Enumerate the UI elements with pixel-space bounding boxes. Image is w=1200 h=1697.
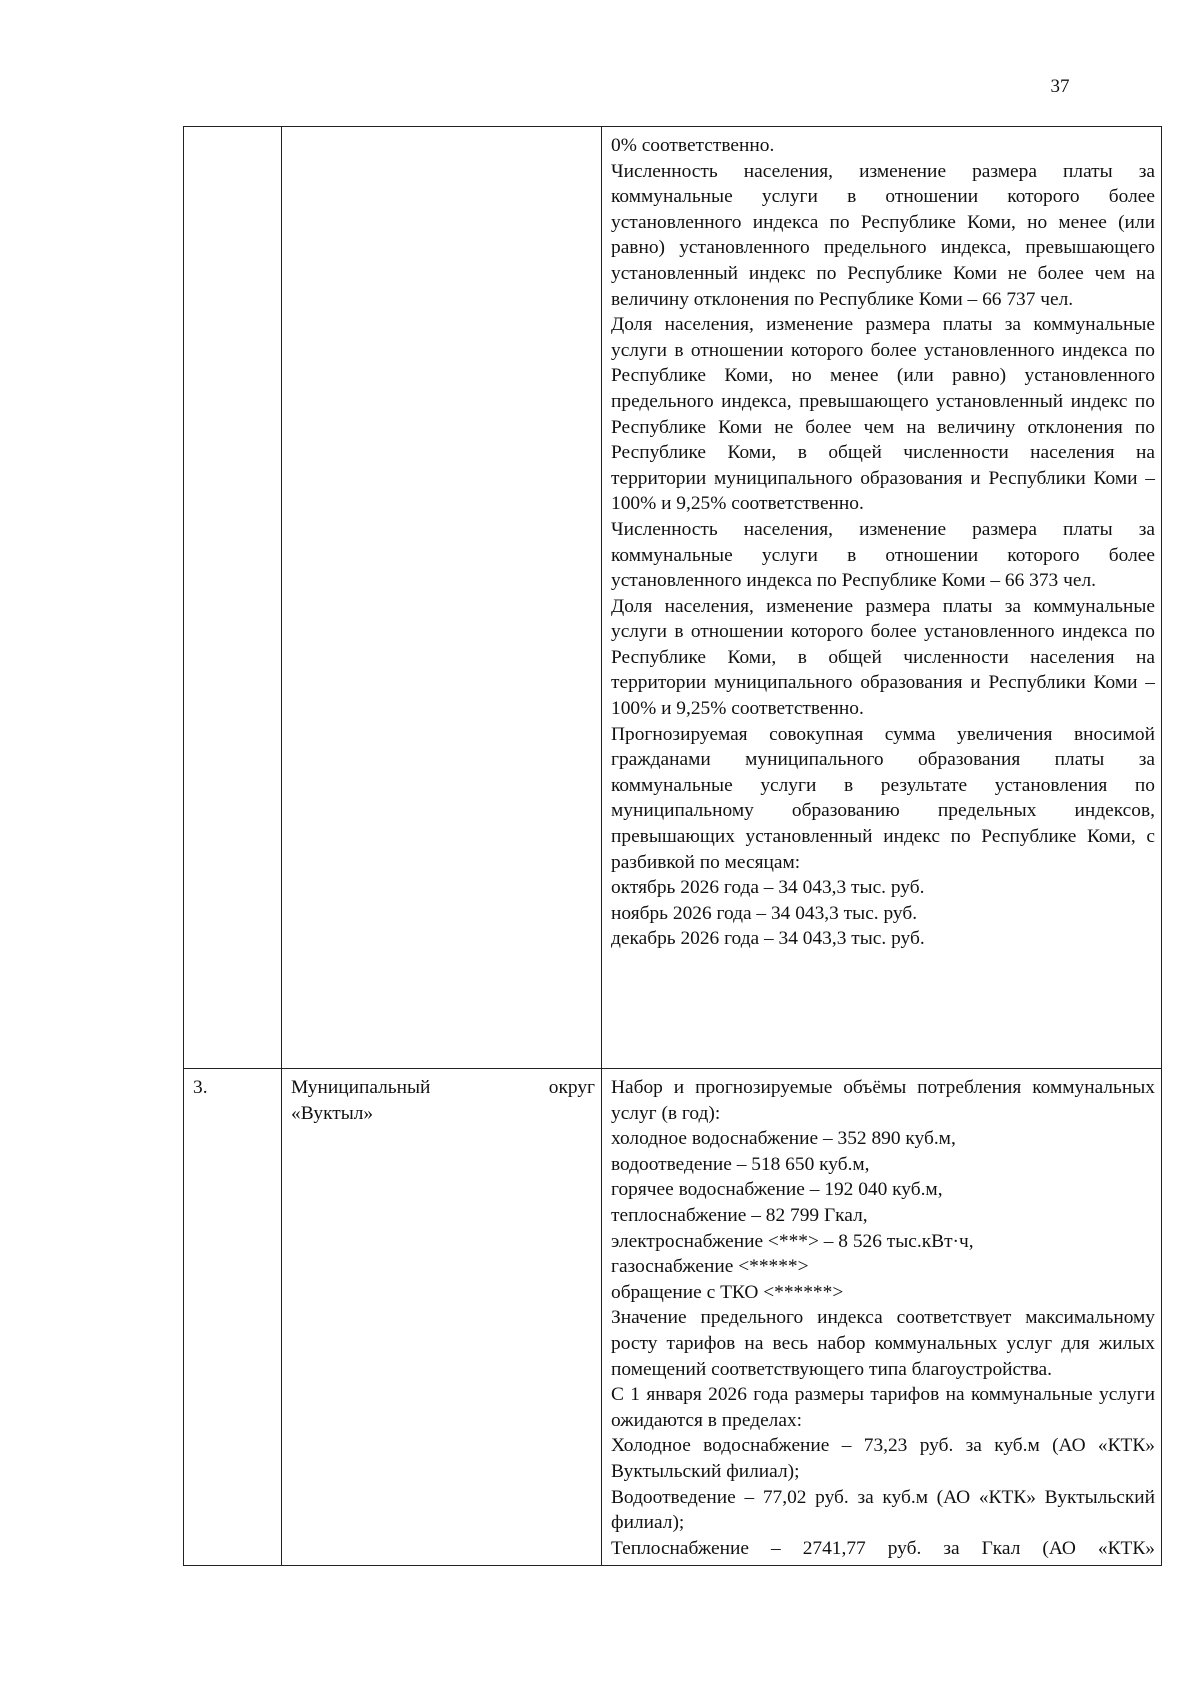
- name-part: «Вуктыл»: [291, 1102, 374, 1124]
- paragraph: электроснабжение <***> – 8 526 тыс.кВт·ч,: [611, 1230, 974, 1252]
- paragraph: газоснабжение <*****>: [611, 1256, 809, 1278]
- municipality-name: [291, 1075, 595, 1126]
- paragraph: холодное водоснабжение – 352 890 куб.м,: [611, 1128, 956, 1150]
- paragraph: горячее водоснабжение – 192 040 куб.м,: [611, 1179, 943, 1201]
- paragraph: Значение предельного индекса соответствует максимальному росту тарифов на весь набор коммунальных услуг для жилых помещений соответствующего типа благоустройства.: [611, 1307, 1155, 1380]
- table-row: [184, 1069, 1162, 1566]
- description-cell: [602, 1069, 1162, 1566]
- description-cell: [602, 127, 1162, 1069]
- paragraph: декабрь 2026 года – 34 043,3 тыс. руб.: [611, 928, 925, 950]
- paragraph: теплоснабжение – 82 799 Гкал,: [611, 1204, 868, 1226]
- paragraph: обращение с ТКО <******>: [611, 1281, 844, 1303]
- paragraph: водоотведение – 518 650 куб.м,: [611, 1153, 870, 1175]
- municipality-name-cell: [282, 1069, 602, 1566]
- paragraph: Доля населения, изменение размера платы за коммунальные услуги в отношении которого более установленного индекса по Республике Коми, в общей численности населения на территории муниципального образования и Республики Коми – 100% и 9,25% соответственно.: [611, 595, 1155, 720]
- paragraph: ноябрь 2026 года – 34 043,3 тыс. руб.: [611, 902, 918, 924]
- row-number-cell: [184, 127, 282, 1069]
- paragraph: октябрь 2026 года – 34 043,3 тыс. руб.: [611, 877, 925, 899]
- row-number-cell: 3.: [184, 1069, 282, 1566]
- name-part: Муниципальный: [291, 1077, 431, 1098]
- municipality-name-cell: [282, 127, 602, 1069]
- paragraph: Численность населения, изменение размера платы за коммунальные услуги в отношении которого более установленного индекса по Республике Коми, но менее (или равно) установленного предельного индекса, превышающего установленный индекс по Республике Коми не более чем на величину отклонения по Республике Коми – 66 737 чел.: [611, 160, 1155, 310]
- name-part: округ: [548, 1077, 595, 1098]
- paragraph: С 1 января 2026 года размеры тарифов на коммунальные услуги ожидаются в пределах:: [611, 1384, 1155, 1431]
- page-number: 37: [1050, 76, 1070, 97]
- paragraph: Численность населения, изменение размера платы за коммунальные услуги в отношении которого более установленного индекса по Республике Коми – 66 373 чел.: [611, 518, 1155, 592]
- paragraph: Водоотведение – 77,02 руб. за куб.м (АО «КТК» Вуктыльский филиал);: [611, 1486, 1155, 1534]
- paragraph: Холодное водоснабжение – 73,23 руб. за куб.м (АО «КТК» Вуктыльский филиал);: [611, 1435, 1155, 1482]
- paragraph: Прогнозируемая совокупная сумма увеличения вносимой гражданами муниципального образования платы за коммунальные услуги в результате установления по муниципальному образованию предельных индексов, превышающих установленный индекс по Республике Коми, с разбивкой по месяцам:: [611, 723, 1155, 873]
- paragraph: Теплоснабжение – 2741,77 руб. за Гкал (АО «КТК»: [611, 1537, 1155, 1559]
- paragraph: 0% соответственно.: [611, 135, 775, 156]
- paragraph: Доля населения, изменение размера платы за коммунальные услуги в отношении которого более установленного индекса по Республике Коми, но менее (или равно) установленного предельного индекса, превышающего установленный индекс по Республике Коми не более чем на величину отклонения по Республике Коми, в общей численности населения на территории муниципального образования и Республики Коми – 100% и 9,25% соответственно.: [611, 314, 1155, 515]
- document-table: [183, 126, 1162, 1566]
- paragraph: Набор и прогнозируемые объёмы потребления коммунальных услуг (в год):: [611, 1077, 1155, 1124]
- table-row: [184, 127, 1162, 1069]
